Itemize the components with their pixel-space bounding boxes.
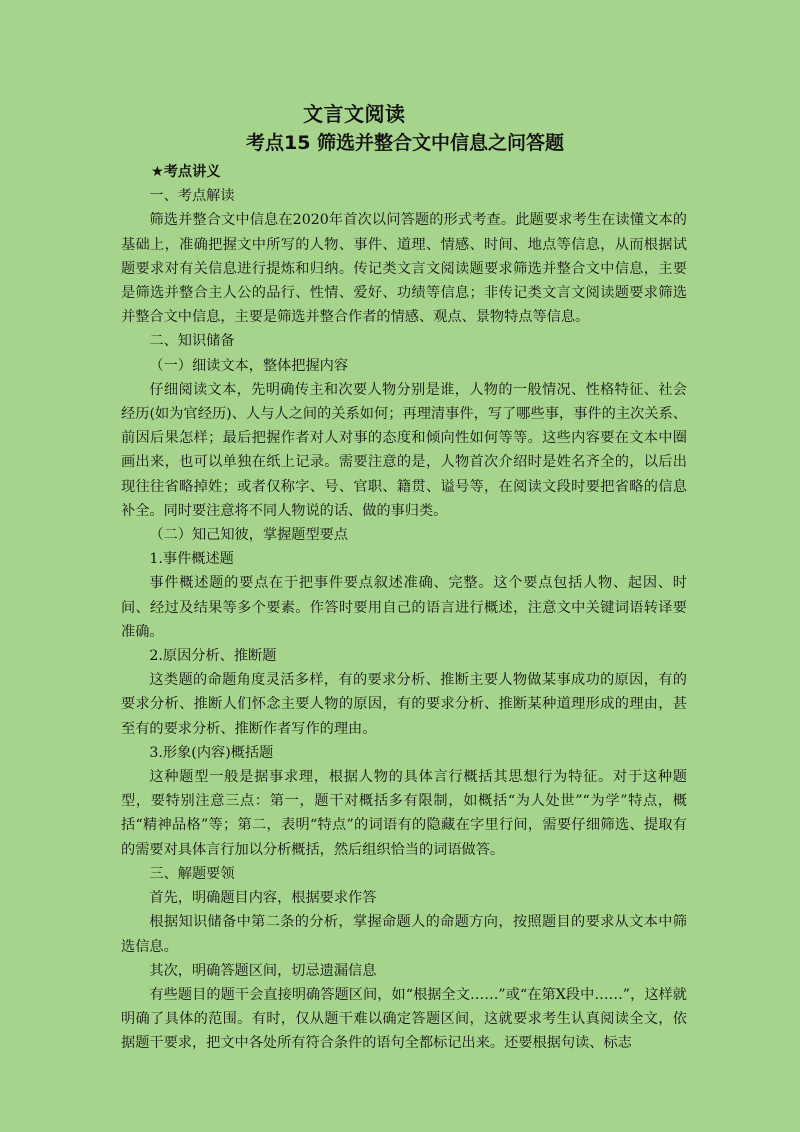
lecture-heading: ★考点讲义 bbox=[151, 164, 221, 180]
subsection-heading: （一）细读文本，整体把握内容 bbox=[149, 357, 349, 374]
paragraph: 事件概述题的要点在于把事件要点叙述准确、完整。这个要点包括人物、起因、时间、经过及结果等多个要素。作答时要用自己的语言进行概述，注意文中关键词语转译要准确。 bbox=[121, 575, 687, 640]
paragraph: 这类题的命题角度灵活多样，有的要求分析、推断主要人物做某事成功的原因，有的要求分析、推断人们怀念主要人物的原因，有的要求分析、推断某种道理形成的理由，甚至有的要求分析、推断作者写作的理由。 bbox=[121, 672, 687, 737]
page-title: 文言文阅读 bbox=[303, 102, 406, 126]
paragraph: 筛选并整合文中信息在2020年首次以问答题的形式考查。此题要求考生在读懂文本的基础上，准确把握文中所写的人物、事件、道理、情感、时间、地点等信息，从而根据试题要求对有关信息进行提炼和归纳。传记类文言文阅读题要求筛选并整合文中信息，主要是筛选并整合主人公的品行、性情、爱好、功绩等信息；非传记类文言文阅读题要求筛选并整合文中信息，主要是筛选并整合作者的情感、观点、景物特点等信息。 bbox=[121, 212, 687, 326]
paragraph: 有些题目的题干会直接明确答题区间，如“根据全文……”或“在第X段中……”，这样就明确了具体的范围。有时，仅从题干难以确定答题区间，这就要求考生认真阅读全文，依据题干要求，把文中各处所有符合条件的语句全都标记出来。还要根据句读、标志 bbox=[121, 986, 687, 1052]
section-heading: 二、知识储备 bbox=[149, 333, 235, 350]
subsection-heading: （二）知己知彼，掌握题型要点 bbox=[149, 527, 349, 544]
section-heading: 三、解题要领 bbox=[149, 865, 235, 882]
step-heading: 首先，明确题目内容，根据要求作答 bbox=[149, 890, 377, 907]
item-heading: 1.事件概述题 bbox=[149, 551, 234, 568]
document-body bbox=[121, 160, 687, 1056]
paragraph: 这种题型一般是据事求理，根据人物的具体言行概括其思想行为特征。对于这种题型，要特别注意三点：第一，题干对概括多有限制，如概括“为人处世”“为学”特点，概括“精神品格”等；第二，表明“特点”的词语有的隐藏在字里行间，需要仔细筛选、提取有的需要对具体言行加以分析概括，然后组织恰当的词语做答。 bbox=[121, 769, 687, 858]
paragraph: 仔细阅读文本，先明确传主和次要人物分别是谁，人物的一般情况、性格特征、社会经历(如为官经历)、人与人之间的关系如何；再理清事件，写了哪些事，事件的主次关系、前因后果怎样；最后把握作者对人对事的态度和倾向性如何等等。这些内容要在文本中圈画出来，也可以单独在纸上记录。需要注意的是，人物首次介绍时是姓名齐全的，以后出现往往省略掉姓；或者仅称字、号、官职、籍贯、谥号等，在阅读文段时要把省略的信息补全。同时要注意将不同人物说的话、做的事归类。 bbox=[121, 381, 687, 519]
item-heading: 2.原因分析、推断题 bbox=[149, 648, 277, 665]
step-heading: 其次，明确答题区间，切忌遗漏信息 bbox=[149, 962, 377, 979]
item-heading: 3.形象(内容)概括题 bbox=[149, 744, 274, 761]
page-subtitle: 考点15 筛选并整合文中信息之问答题 bbox=[246, 132, 565, 154]
section-heading: 一、考点解读 bbox=[149, 188, 235, 205]
paragraph: 根据知识储备中第二条的分析，掌握命题人的命题方向，按照题目的要求从文本中筛选信息。 bbox=[121, 914, 687, 955]
